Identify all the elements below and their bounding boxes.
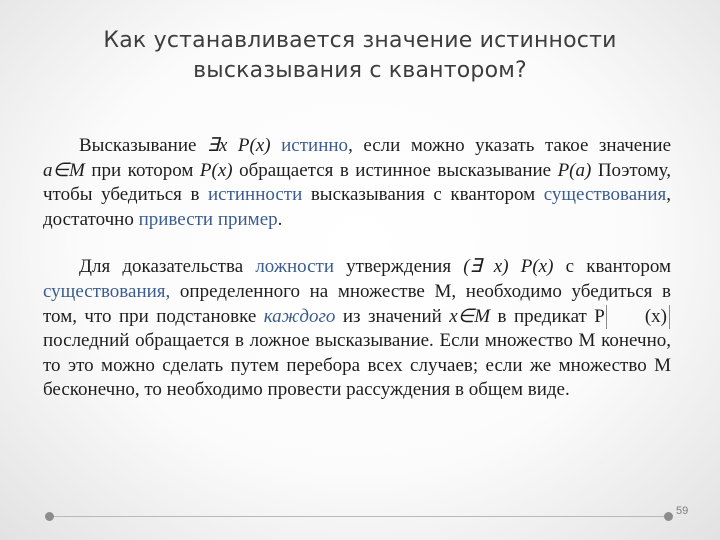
p2-text-2: утверждения	[334, 256, 464, 278]
p2-text-5: из значений	[335, 305, 450, 327]
p2-text-1: Для доказательства	[79, 256, 256, 278]
p2-text-4: определенного на множестве М, необходимо убедиться в том, что при подстановке	[43, 280, 671, 327]
p2-paren-x: (x)	[606, 305, 670, 330]
p2-text-3: с квантором	[553, 256, 671, 278]
p1-quantifier-formula: ∃x P(x)	[206, 135, 271, 156]
p1-highlight-true: истинно	[281, 135, 349, 156]
p2-x-in-M: x∈М	[449, 305, 491, 327]
p2-quantifier-formula: (∃ x) P(x)	[463, 256, 554, 278]
title-line-1: Как устанавливается значение истинности	[103, 28, 617, 53]
p1-highlight-existence: существования	[543, 184, 667, 206]
p1-text-3: , если можно указать такое значение	[348, 135, 671, 156]
page-number: 59	[676, 505, 689, 517]
paragraph-existence-truth	[43, 134, 671, 232]
paragraph-existence-falsity	[43, 255, 671, 403]
p1-text-4: при котором	[84, 159, 200, 181]
p1-text-7: высказывания с квантором	[302, 184, 544, 206]
p1-text-8: , достаточно	[43, 184, 671, 230]
p2-highlight-each: каждого	[263, 305, 336, 327]
p2-text-6: в предикат Р	[490, 305, 605, 327]
p1-text-6: Поэтому, чтобы убедиться в	[43, 159, 671, 206]
footer-right-dot	[664, 512, 673, 521]
p1-text-5: обращается в истинное высказывание	[232, 159, 558, 181]
p1-a-in-M: a∈M	[43, 159, 85, 181]
footer-divider	[52, 516, 669, 517]
p2-text-7: последний обращается в ложное высказывание. Если множество М конечно, то это можно сделать путем перебора всех случаев; если же множество М бесконечно, то необходимо провести рассуждения в общем виде.	[43, 330, 671, 401]
p2-highlight-falsity: ложности	[255, 256, 334, 278]
p1-Px: P(x)	[199, 159, 233, 181]
p1-text-2	[271, 135, 282, 156]
title-line-2: высказывания с квантором?	[193, 58, 527, 83]
slide-body	[43, 134, 671, 403]
p2-highlight-existence: существования,	[43, 280, 171, 302]
slide-title	[60, 26, 660, 86]
p1-highlight-truth: истинности	[207, 184, 303, 206]
p1-Pa: P(a)	[557, 159, 592, 181]
footer-left-dot	[45, 512, 54, 521]
p1-text-1: Высказывание	[79, 135, 207, 156]
p1-text-9: .	[277, 208, 283, 230]
p1-highlight-example: привести пример	[138, 208, 278, 230]
